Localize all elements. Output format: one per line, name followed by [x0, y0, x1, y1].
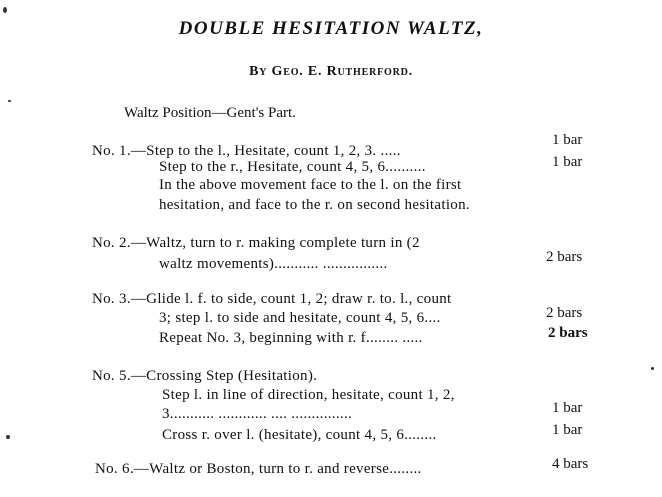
step-6-line-1: No. 6.—Waltz or Boston, turn to r. and reverse........ [95, 461, 422, 477]
ink-speck [3, 7, 7, 13]
step-2-bar-1: 2 bars [546, 249, 583, 265]
ink-speck [651, 367, 654, 370]
step-1-line-1: No. 1.—Step to the l., Hesitate, count 1, 2, 3. ..... [92, 143, 401, 159]
step-3-line-3: Repeat No. 3, beginning with r. f........ ..... [159, 330, 423, 346]
step-3-line-2: 3; step l. to side and hesitate, count 4, 5, 6.... [159, 310, 441, 326]
step-2-line-1: No. 2.—Waltz, turn to r. making complete turn in (2 [92, 235, 420, 251]
step-6-bar-1: 4 bars [552, 456, 589, 472]
step-2-line-2: waltz movements)........... ................ [159, 256, 388, 272]
ink-speck [6, 435, 10, 439]
step-5-bar-1: 1 bar [552, 400, 583, 416]
step-1-line-3: In the above movement face to the l. on the first [159, 177, 462, 193]
step-5-line-2: Step l. in line of direction, hesitate, count 1, 2, [162, 387, 455, 403]
document-title: DOUBLE HESITATION WALTZ, [178, 18, 484, 39]
step-1-bar-1: 1 bar [552, 132, 583, 148]
step-3-bar-2: 2 bars [548, 325, 588, 341]
step-1-line-2: Step to the r., Hesitate, count 4, 5, 6.......... [159, 159, 426, 175]
step-1-line-4: hesitation, and face to the r. on second hesitation. [159, 197, 470, 213]
step-5-line-3: 3........... ............ .... ............... [162, 406, 353, 422]
step-1-bar-2: 1 bar [552, 154, 583, 170]
step-5-bar-2: 1 bar [552, 422, 583, 438]
step-5-line-1: No. 5.—Crossing Step (Hesitation). [92, 368, 318, 384]
step-5-line-4: Cross r. over l. (hesitate), count 4, 5, 6........ [162, 427, 437, 443]
step-3-line-1: No. 3.—Glide l. f. to side, count 1, 2; draw r. to. l., count [92, 291, 452, 307]
ink-speck [8, 100, 11, 102]
section-heading: Waltz Position—Gent's Part. [124, 105, 296, 121]
step-3-bar-1: 2 bars [546, 305, 583, 321]
author-byline: By Geo. E. Rutherford. [249, 64, 413, 79]
